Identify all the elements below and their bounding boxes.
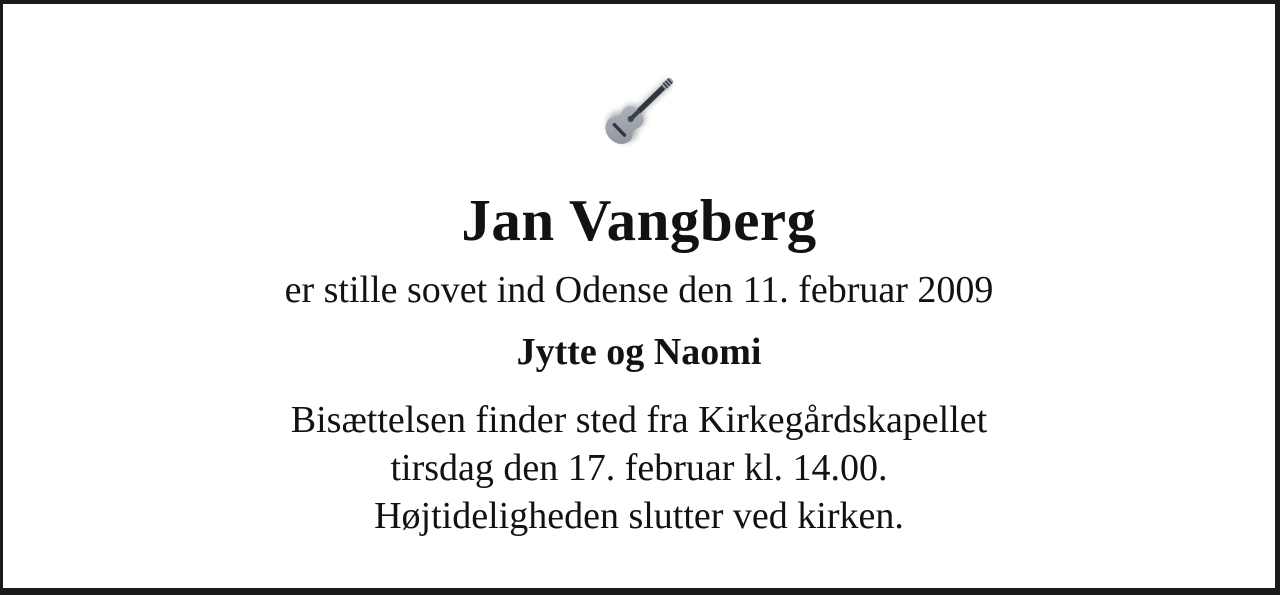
- ceremony-line: Højtideligheden slutter ved kirken.: [374, 495, 904, 537]
- mourners-names: Jytte og Naomi: [516, 331, 762, 373]
- ceremony-line: tirsdag den 17. februar kl. 14.00.: [390, 447, 888, 489]
- deceased-name: Jan Vangberg: [461, 187, 817, 253]
- ceremony-line: Bisættelsen finder sted fra Kirkegårdskapellet: [290, 399, 988, 441]
- guitar-icon: [3, 60, 1275, 158]
- ceremony-details: [3, 396, 1275, 540]
- death-announcement-line: er stille sovet ind Odense den 11. februar 2009: [284, 269, 994, 311]
